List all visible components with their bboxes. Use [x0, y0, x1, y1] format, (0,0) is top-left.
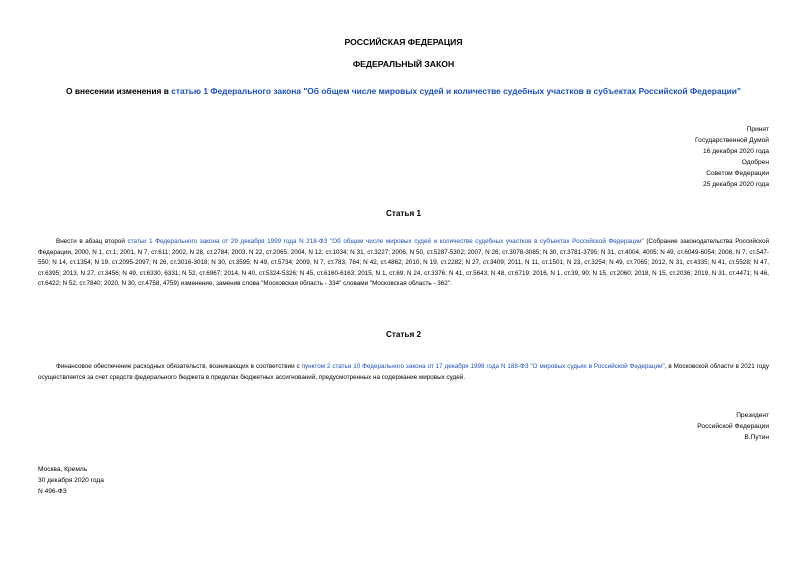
adoption-line: Советом Федерации — [706, 170, 769, 177]
article-1-text-before: Внести в абзац второй — [56, 238, 128, 245]
place-date-block — [38, 464, 104, 497]
adoption-line: Принят — [746, 126, 769, 133]
article-2-heading: Статья 2 — [385, 330, 422, 339]
signature-line: Российской Федерации — [697, 423, 769, 430]
adoption-block — [695, 124, 769, 190]
adoption-line: 25 декабря 2020 года — [703, 181, 769, 188]
adoption-line: Государственной Думой — [695, 137, 769, 144]
article-1-heading: Статья 1 — [385, 209, 422, 218]
adoption-line: Одобрен — [741, 159, 769, 166]
article-2-text — [38, 362, 769, 383]
document-title — [20, 86, 787, 96]
adoption-line: 16 декабря 2020 года — [703, 148, 769, 155]
article-1-law-link[interactable]: статьи 1 Федерального закона от 29 декабря 1999 года N 218-ФЗ "Об общем числе мировых судей и количестве судебных участков в субъектах Российской Федерации" — [127, 238, 644, 245]
signature-line: Президент — [736, 412, 769, 419]
article-1-text-after: (Собрание законодательства Российской Федерации, 2000, N 1, ст.1; 2001, N 7, ст.611; 2002, N 28, ст.2784; 2003, N 22, ст.2065; 2004, N 12, ст.1034; N 31, ст.3227; 2006, N 50, ст.5287-5302; 2007, N 26, ст.3078-3085; N 30, ст.3781-3795; N 31, ст.4004, 4005; N 49, ст.6049-6054; 2008, N 7, ст.547-550; N 14, ст.1354; N 19, ст.2095-2097; N 26, ст.3016-3018; N 30, ст.3595; N 49, ст.5734; 2009, N 7, ст.783, 784; N 42, ст.4862; 2010, N 19, ст.2282; N 27, ст.3409; 2011, N 11, ст.1501; N 23, ст.3254; N 49, ст.7065; 2012, N 31, ст.4335; N 41, ст.5528; N 47, ст.6395; 2013, N 27, ст.3456; N 49, ст.6330, 6331; N 52, ст.6967; 2014, N 40, ст.5324-5326; N 45, ст.6160-6163; 2015, N 1, ст.69; N 24, ст.3376; N 41, ст.5643; N 48, ст.6719; 2016, N 1, ст.39, 90; N 15, ст.2060; 2018, N 15, ст.2036; 2019, N 31, ст.4471; N 46, ст.6422; N 52, ст.7840; 2020, N 30, ст.4758, 4759) изменение, заменив слова "Московская область - 334" словами "Московская область - 362". — [38, 238, 770, 288]
document-type: ФЕДЕРАЛЬНЫЙ ЗАКОН — [352, 59, 455, 69]
law-number-line: N 496-ФЗ — [38, 488, 67, 495]
signature-block — [697, 410, 769, 443]
article-2-text-after: , в Московской области в 2021 году осуществляется за счет средств федерального бюджета в пределах бюджетных ассигнований, предусмотренных на содержание мировых судей. — [38, 363, 769, 381]
place-line: Москва, Кремль — [38, 466, 88, 473]
article-2-text-before: Финансовое обеспечение расходных обязательств, возникающих в соответствии с — [56, 363, 302, 370]
title-prefix: О внесении изменения в — [66, 86, 172, 96]
date-line: 30 декабря 2020 года — [38, 477, 104, 484]
title-law-link[interactable]: статью 1 Федерального закона "Об общем числе мировых судей и количестве судебных участков в субъектах Российской Федерации" — [171, 86, 741, 96]
article-1-text — [38, 237, 769, 290]
document-country: РОССИЙСКАЯ ФЕДЕРАЦИЯ — [344, 37, 463, 47]
article-2-law-link[interactable]: пунктом 2 статьи 10 Федерального закона от 17 декабря 1998 года N 188-ФЗ "О мировых судьях в Российской Федерации" — [301, 363, 665, 370]
signature-line: В.Путин — [744, 434, 769, 441]
